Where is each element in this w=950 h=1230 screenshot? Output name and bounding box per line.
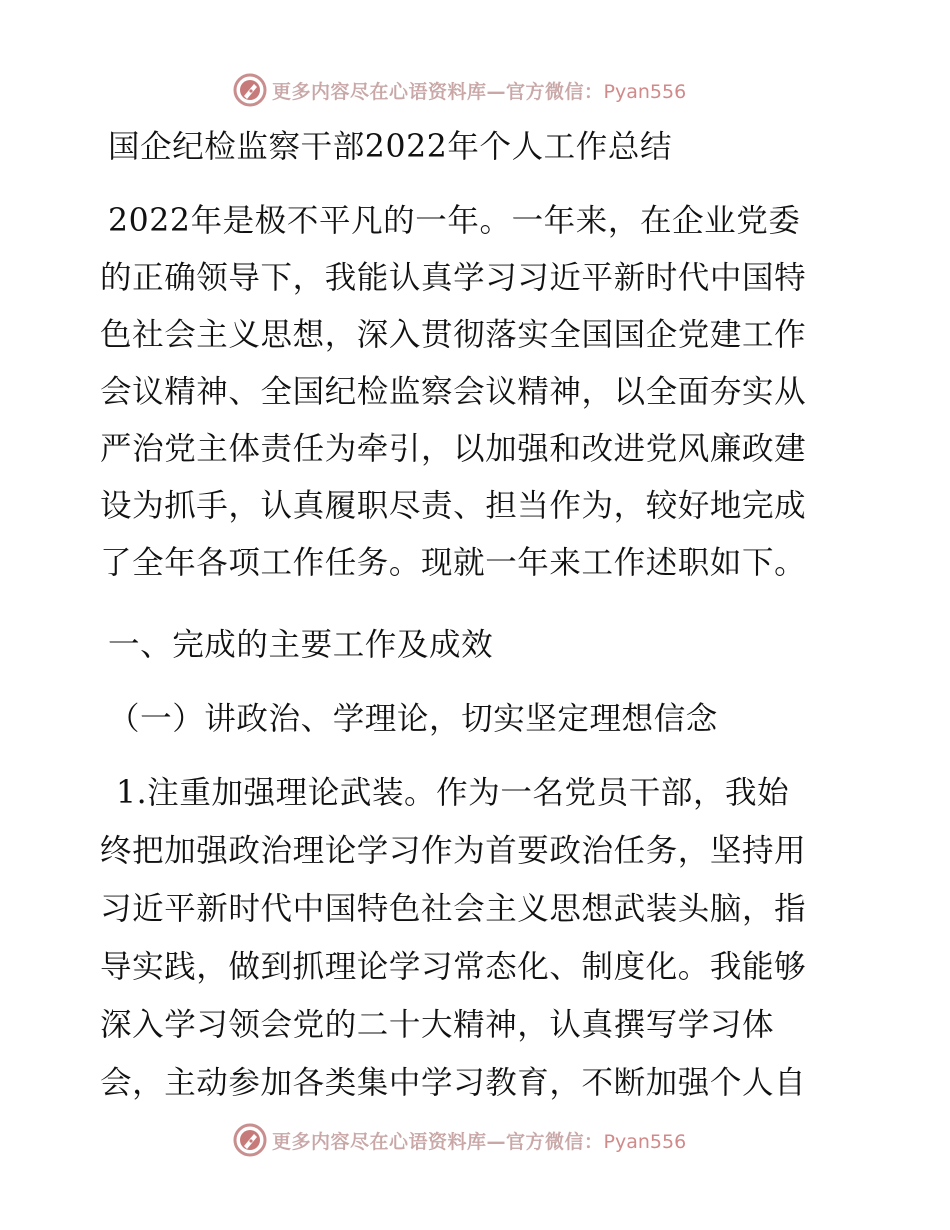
watermark-handle: Pyan556 [603, 1130, 687, 1153]
intro-line: 严治党主体责任为牵引，以加强和改进党风廉政建 [100, 431, 807, 467]
item-line: 习近平新时代中国特色社会主义思想武装头脑，指 [100, 891, 807, 927]
item-line: 深入学习领会党的二十大精神，认真撰写学习体 [100, 1007, 775, 1043]
watermark-text [272, 1127, 686, 1154]
intro-line: 2022年是极不平凡的一年。一年来，在企业党委 [108, 203, 801, 239]
document-title: 国企纪检监察干部2022年个人工作总结 [108, 129, 673, 165]
watermark-text [272, 77, 686, 104]
intro-line: 的正确领导下，我能认真学习习近平新时代中国特 [100, 260, 807, 296]
intro-line: 设为抓手，认真履职尽责、担当作为，较好地完成 [100, 488, 807, 524]
section-heading: 一、完成的主要工作及成效 [108, 627, 494, 663]
item-line: 导实践，做到抓理论学习常态化、制度化。我能够 [100, 949, 807, 985]
item-line: 会，主动参加各类集中学习教育，不断加强个人自 [100, 1065, 807, 1101]
watermark-handle: Pyan556 [603, 80, 687, 103]
intro-line: 色社会主义思想，深入贯彻落实全国国企党建工作 [100, 317, 807, 353]
item-line: 终把加强政治理论学习作为首要政治任务，坚持用 [100, 833, 807, 869]
item-line: 1.注重加强理论武装。作为一名党员干部，我始 [116, 775, 790, 811]
intro-line: 了全年各项工作任务。现就一年来工作述职如下。 [100, 545, 807, 581]
footer-watermark [232, 1120, 686, 1160]
watermark-label: 更多内容尽在心语资料库—官方微信： [272, 80, 604, 103]
pen-nib-logo-icon [232, 1122, 268, 1158]
subsection-heading: （一）讲政治、学理论，切实坚定理想信念 [108, 701, 718, 737]
pen-nib-logo-icon [232, 72, 268, 108]
intro-line: 会议精神、全国纪检监察会议精神，以全面夯实从 [100, 374, 807, 410]
header-watermark [232, 70, 686, 110]
watermark-label: 更多内容尽在心语资料库—官方微信： [272, 1130, 604, 1153]
